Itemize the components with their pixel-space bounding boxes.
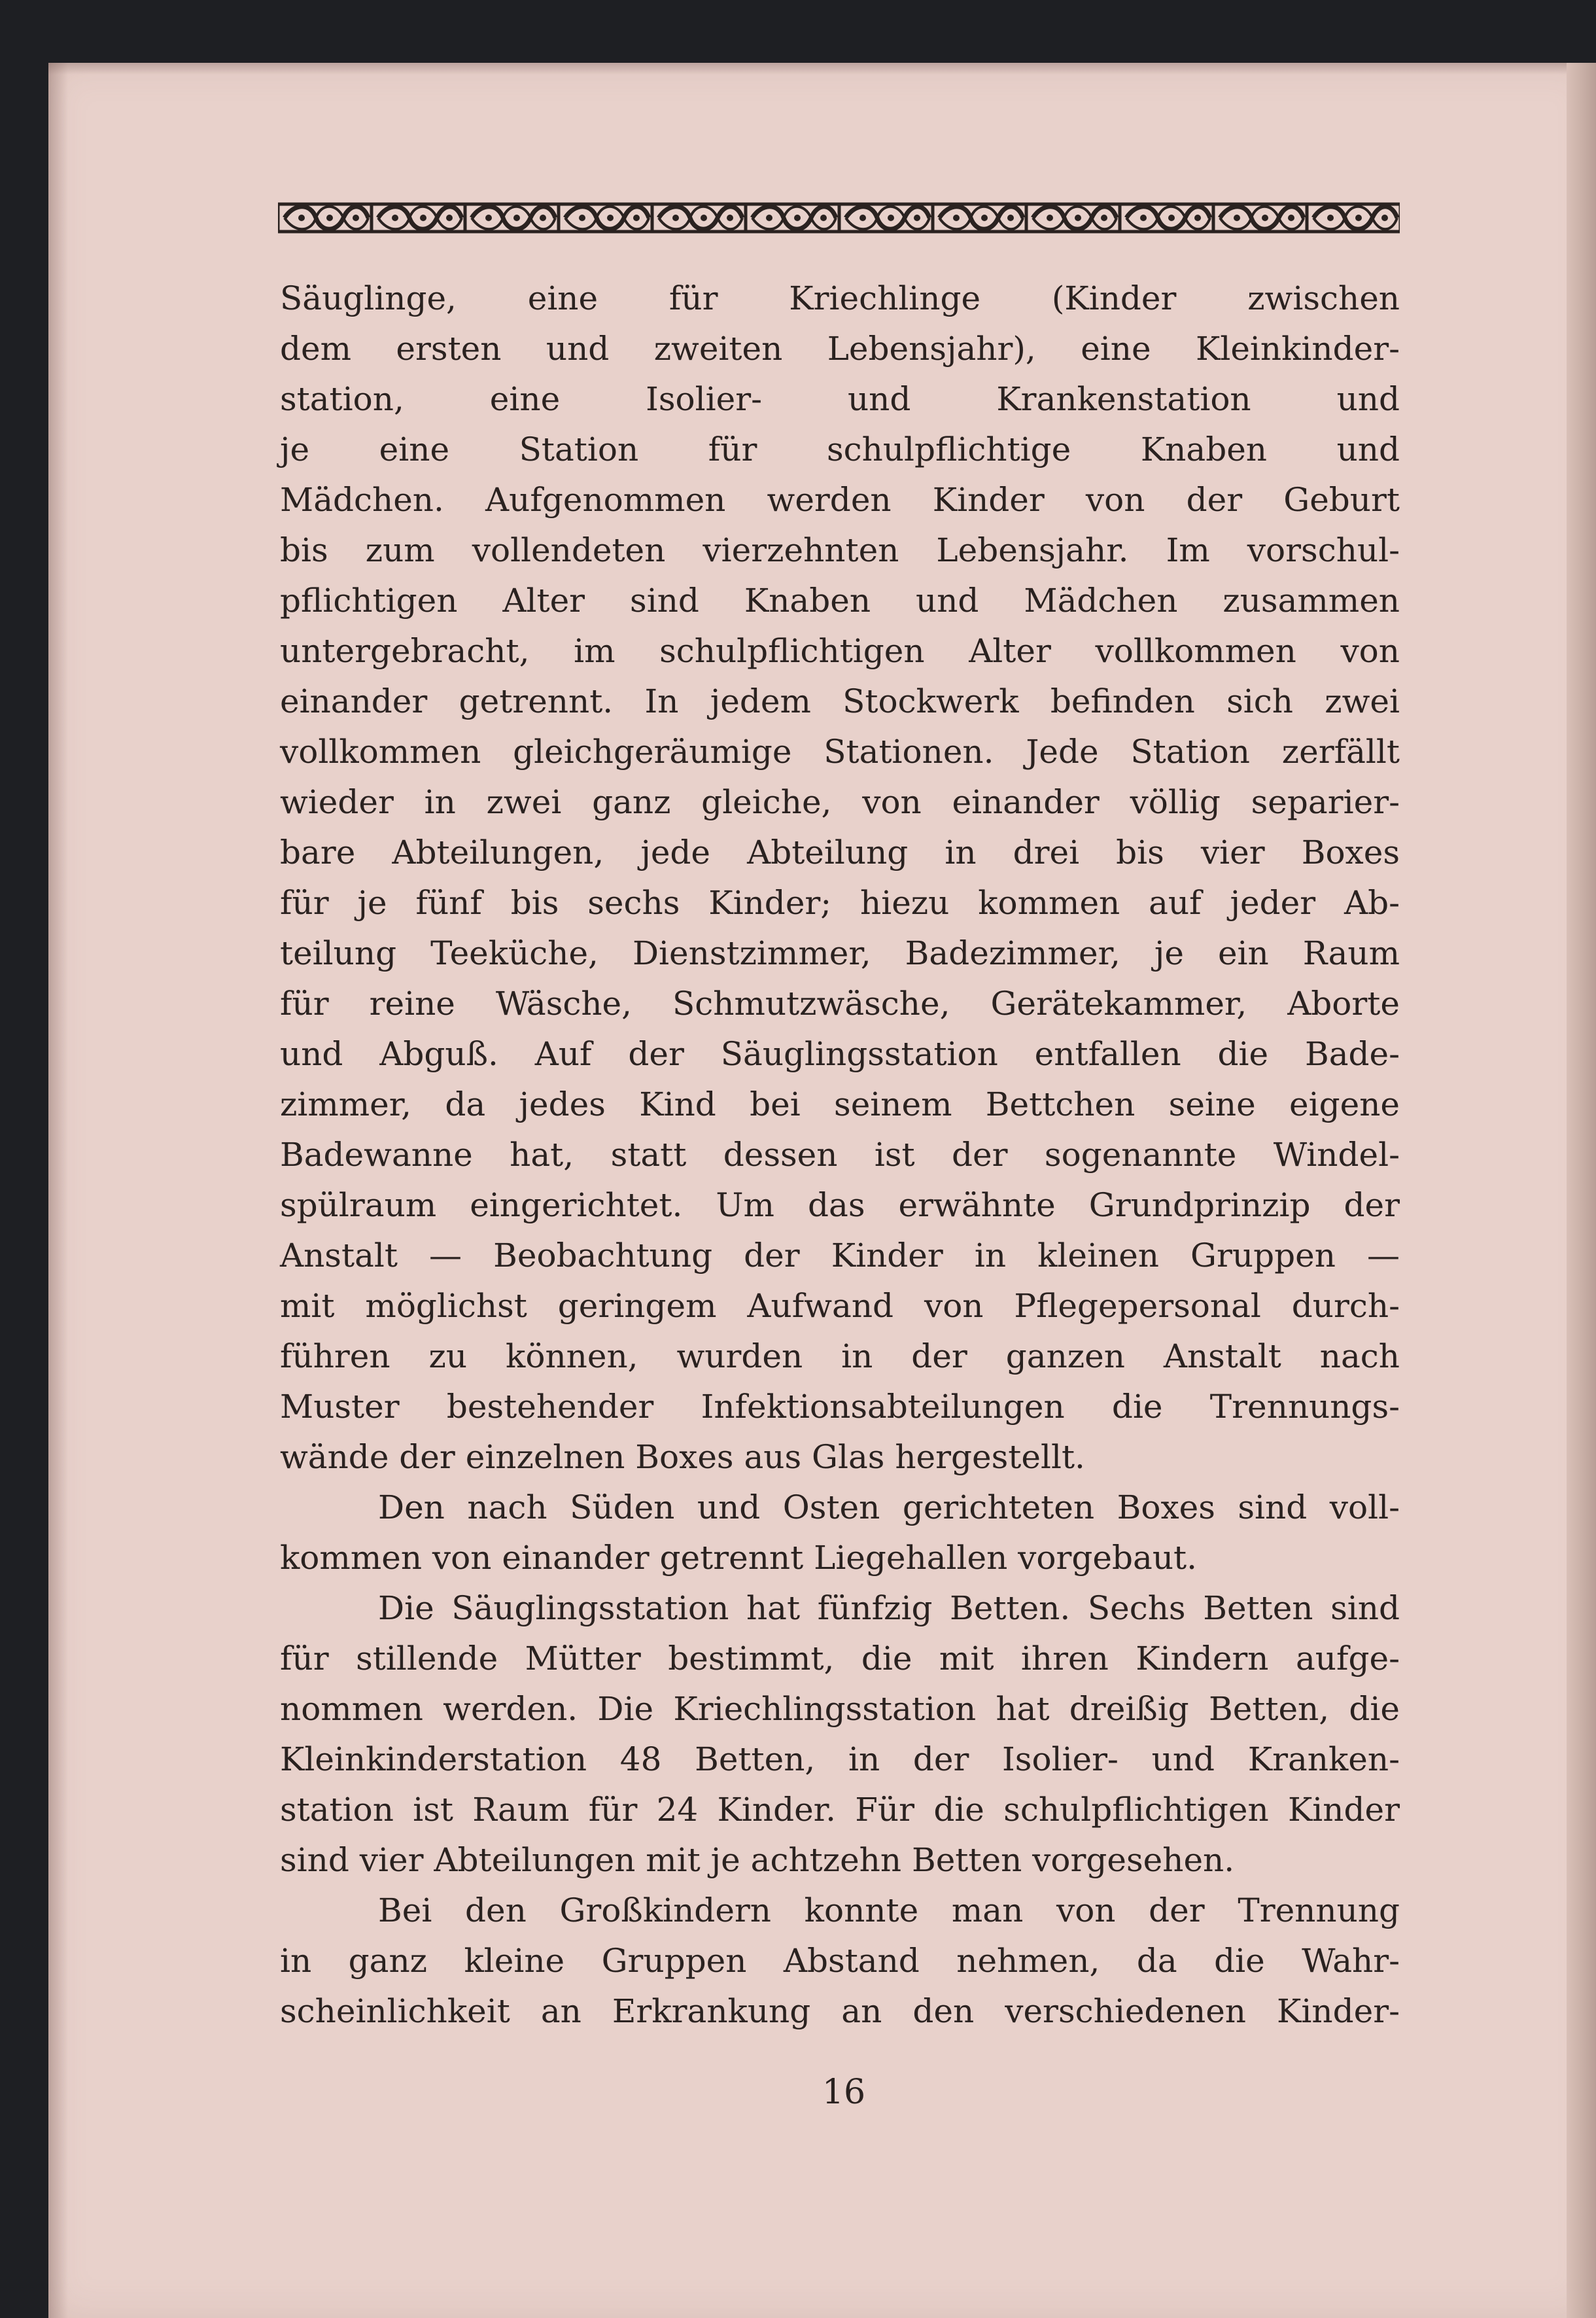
text-line: station ist Raum für 24 Kinder. Für die schulpflichtigen Kinder	[280, 1791, 1400, 1829]
text-line: wände der einzelnen Boxes aus Glas hergestellt.	[280, 1438, 1085, 1476]
text-line: vollkommen gleichgeräumige Stationen. Jede Station zerfällt	[280, 733, 1400, 771]
page-number: 16	[822, 2073, 866, 2112]
text-line: dem ersten und zweiten Lebensjahr), eine Kleinkinder-	[280, 330, 1400, 368]
text-line: bare Abteilungen, jede Abteilung in drei bis vier Boxes	[280, 834, 1400, 871]
text-line: je eine Station für schulpflichtige Knaben und	[280, 430, 1400, 468]
text-line: Säuglinge, eine für Kriechlinge (Kinder zwischen	[280, 279, 1400, 317]
text-line: einander getrennt. In jedem Stockwerk befinden sich zwei	[280, 682, 1400, 720]
text-line: mit möglichst geringem Aufwand von Pflegepersonal durch-	[280, 1287, 1400, 1325]
text-line: pflichtigen Alter sind Knaben und Mädchen zusammen	[280, 582, 1400, 620]
text-line: Die Säuglingsstation hat fünfzig Betten. Sechs Betten sind	[378, 1589, 1400, 1627]
text-line: in ganz kleine Gruppen Abstand nehmen, da die Wahr-	[280, 1942, 1400, 1980]
text-line: für stillende Mütter bestimmt, die mit ihren Kindern aufge-	[280, 1640, 1400, 1677]
text-line: Kleinkinderstation 48 Betten, in der Isolier- und Kranken-	[280, 1740, 1400, 1778]
text-line: und Abguß. Auf der Säuglingsstation entfallen die Bade-	[280, 1035, 1400, 1073]
text-line: kommen von einander getrennt Liegehallen vorgebaut.	[280, 1539, 1198, 1577]
text-line: Anstalt — Beobachtung der Kinder in kleinen Gruppen —	[280, 1237, 1400, 1274]
text-line: zimmer, da jedes Kind bei seinem Bettchen seine eigene	[280, 1085, 1400, 1123]
text-line: führen zu können, wurden in der ganzen Anstalt nach	[280, 1337, 1400, 1375]
text-line: spülraum eingerichtet. Um das erwähnte Grundprinzip der	[280, 1186, 1400, 1224]
text-line: teilung Teeküche, Dienstzimmer, Badezimmer, je ein Raum	[280, 934, 1400, 972]
text-line: bis zum vollendeten vierzehnten Lebensjahr. Im vorschul-	[280, 531, 1400, 569]
body-text	[280, 273, 1400, 2037]
text-line: station, eine Isolier- und Krankenstation und	[280, 380, 1400, 418]
text-line: Den nach Süden und Osten gerichteten Boxes sind voll-	[378, 1488, 1400, 1526]
text-line: scheinlichkeit an Erkrankung an den verschiedenen Kinder-	[280, 1992, 1400, 2030]
text-line: für reine Wäsche, Schmutzwäsche, Gerätekammer, Aborte	[280, 985, 1400, 1023]
text-line: nommen werden. Die Kriechlingsstation hat dreißig Betten, die	[280, 1690, 1400, 1728]
page-stack-edge	[1567, 63, 1596, 2318]
text-line: untergebracht, im schulpflichtigen Alter vollkommen von	[280, 632, 1400, 670]
text-line: wieder in zwei ganz gleiche, von einander völlig separier-	[280, 783, 1400, 821]
decorative-border-ornament	[278, 198, 1400, 238]
text-line: Muster bestehender Infektionsabteilungen die Trennungs-	[280, 1388, 1400, 1426]
text-line: Bei den Großkindern konnte man von der Trennung	[378, 1891, 1400, 1929]
page-top-edge	[48, 63, 1596, 75]
page-gutter-shadow	[48, 63, 68, 2318]
text-line: Badewanne hat, statt dessen ist der sogenannte Windel-	[280, 1136, 1400, 1174]
text-line: für je fünf bis sechs Kinder; hiezu kommen auf jeder Ab-	[280, 884, 1400, 922]
text-line: Mädchen. Aufgenommen werden Kinder von der Geburt	[280, 481, 1400, 519]
text-line: sind vier Abteilungen mit je achtzehn Betten vorgesehen.	[280, 1841, 1235, 1879]
